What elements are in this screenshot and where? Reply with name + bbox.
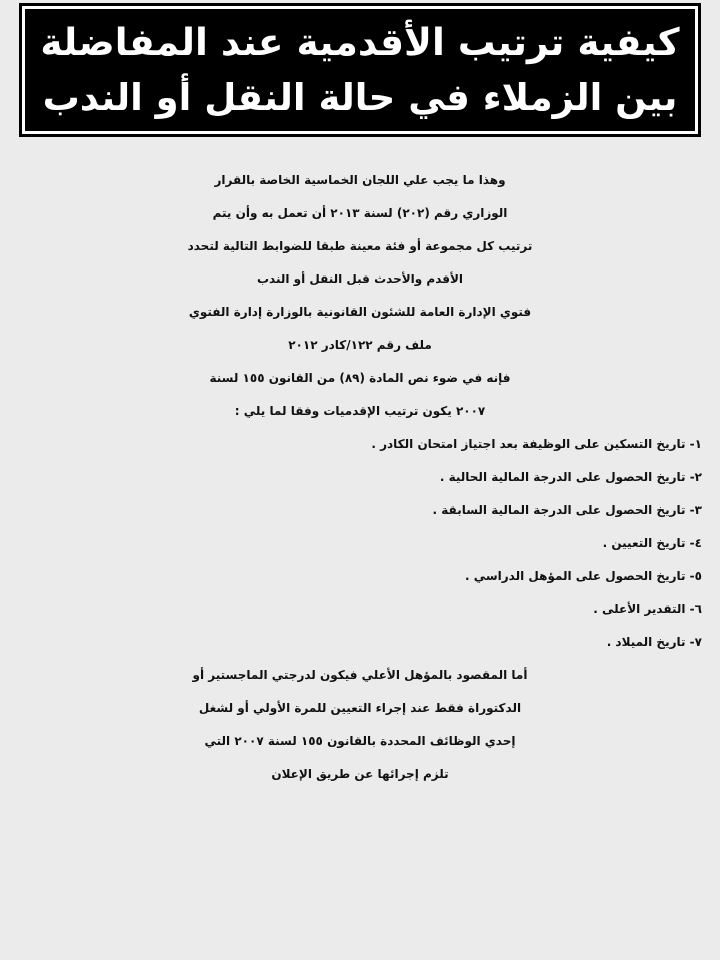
- law-line-2: ٢٠٠٧ يكون ترتيب الإقدميات وفقا لما يلي :: [234, 404, 486, 418]
- title-line-2: بين الزملاء في حالة النقل أو الندب: [42, 76, 678, 119]
- intro-line-3: ترتيب كل مجموعة أو فئة معينة طبقا للضوابط التالية لتحدد: [187, 239, 533, 253]
- intro-line-4: الأقدم والأحدث قبل النقل أو الندب: [256, 272, 464, 286]
- list-item-4: ٤- تاريخ التعيين .: [602, 536, 702, 550]
- closing-line-4: تلزم إجرائها عن طريق الإعلان: [271, 767, 449, 781]
- closing-line-1: أما المقصود بالمؤهل الأعلي فيكون لدرجتي الماجستير أو: [192, 668, 528, 682]
- list-item-7: ٧- تاريخ الميلاد .: [606, 635, 702, 649]
- intro-line-2: الوزاري رقم (٢٠٢) لسنة ٢٠١٣ أن تعمل به وأن يتم: [212, 206, 508, 220]
- closing-line-2: الدكتوراة فقط عند إجراء التعيين للمرة الأولي أو لشغل: [198, 701, 522, 715]
- list-item-1: ١- تاريخ التسكين على الوظيفة بعد اجتياز امتحان الكادر .: [371, 437, 702, 451]
- law-line-1: فإنه في ضوء نص المادة (٨٩) من القانون ١٥٥ لسنة: [209, 371, 511, 385]
- title-banner: [22, 6, 698, 134]
- fatwa-line-2: ملف رقم ١٢٢/كادر ٢٠١٢: [288, 338, 432, 352]
- closing-line-3: إحدي الوظائف المحددة بالقانون ١٥٥ لسنة ٢٠٠٧ التي: [204, 734, 516, 748]
- list-item-3: ٣- تاريخ الحصول على الدرجة المالية السابقة .: [432, 503, 702, 517]
- title-line-1: كيفية ترتيب الأقدمية عند المفاضلة: [40, 20, 680, 64]
- list-item-2: ٢- تاريخ الحصول على الدرجة المالية الحالية .: [439, 470, 702, 484]
- list-item-5: ٥- تاريخ الحصول على المؤهل الدراسي .: [464, 569, 702, 583]
- fatwa-line-1: فتوي الإدارة العامة للشئون القانونية بالوزارة إدارة الفتوي: [188, 305, 532, 319]
- intro-line-1: وهذا ما يجب علي اللجان الخماسية الخاصة بالقرار: [214, 173, 506, 187]
- list-item-6: ٦- التقدير الأعلى .: [593, 602, 702, 616]
- article-body: [0, 164, 720, 791]
